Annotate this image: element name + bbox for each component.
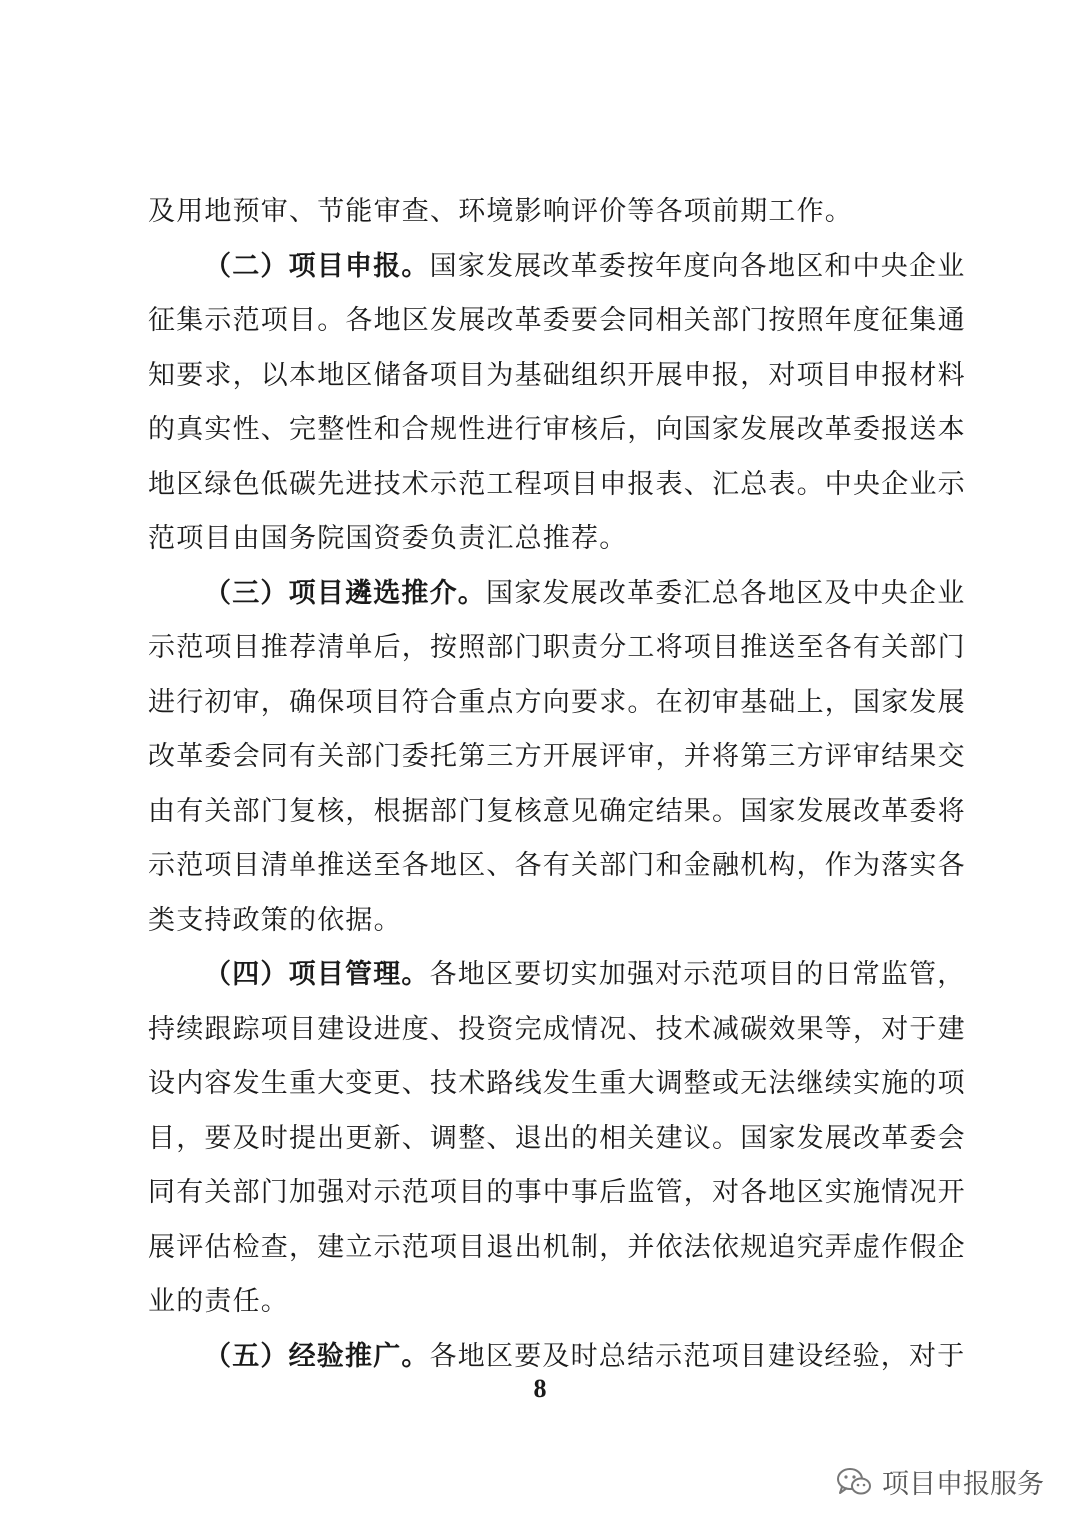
section-heading: （五）经验推广。 bbox=[204, 1340, 430, 1372]
text-line: 征集示范项目。各地区发展改革委要会同相关部门按照年度征集通 bbox=[148, 305, 966, 336]
text-line: 知要求，以本地区储备项目为基础组织开展申报，对项目申报材料 bbox=[148, 359, 966, 391]
paragraph-first-line bbox=[148, 567, 966, 622]
text-line: 示范项目清单推送至各地区、各有关部门和金融机构，作为落实各 bbox=[148, 850, 966, 881]
text-line: 类支持政策的依据。 bbox=[148, 904, 402, 936]
text-line: 由有关部门复核，根据部门复核意见确定结果。国家发展改革委将 bbox=[148, 795, 966, 827]
text-line: 目，要及时提出更新、调整、退出的相关建议。国家发展改革委会 bbox=[148, 1122, 966, 1154]
watermark bbox=[836, 1462, 1044, 1501]
text-run: 各地区要及时总结示范项目建设经验，对于 bbox=[429, 1340, 966, 1372]
section-heading: （四）项目管理。 bbox=[204, 959, 430, 990]
text-line: 持续跟踪项目建设进度、投资完成情况、技术减碳效果等，对于建 bbox=[148, 1013, 966, 1045]
text-line: 改革委会同有关部门委托第三方开展评审，并将第三方评审结果交 bbox=[148, 741, 966, 772]
text-line: 示范项目推荐清单后，按照部门职责分工将项目推送至各有关部门 bbox=[148, 632, 966, 663]
text-line: 及用地预审、节能审查、环境影响评价等各项前期工作。 bbox=[148, 196, 853, 227]
text-line: 范项目由国务院国资委负责汇总推荐。 bbox=[148, 523, 628, 554]
paragraph-first-line bbox=[148, 948, 966, 1003]
wechat-icon bbox=[836, 1467, 872, 1497]
page-number: 8 bbox=[533, 1374, 547, 1403]
text-line: 同有关部门加强对示范项目的事中事后监管，对各地区实施情况开 bbox=[148, 1177, 966, 1208]
section-heading: （二）项目申报。 bbox=[204, 250, 430, 282]
watermark-text: 项目申报服务 bbox=[882, 1469, 1044, 1500]
text-line: 业的责任。 bbox=[148, 1286, 289, 1317]
document-body bbox=[148, 185, 966, 1384]
text-run: 国家发展改革委按年度向各地区和中央企业 bbox=[429, 250, 966, 282]
text-line: 展评估检查，建立示范项目退出机制，并依法依规追究弄虚作假企 bbox=[148, 1231, 966, 1263]
text-run: 国家发展改革委汇总各地区及中央企业 bbox=[486, 577, 966, 609]
text-line: 进行初审，确保项目符合重点方向要求。在初审基础上，国家发展 bbox=[148, 686, 966, 718]
text-line: 地区绿色低碳先进技术示范工程项目申报表、汇总表。中央企业示 bbox=[148, 468, 966, 500]
text-line: 的真实性、完整性和合规性进行审核后，向国家发展改革委报送本 bbox=[148, 414, 966, 445]
paragraph-first-line bbox=[148, 240, 966, 295]
text-line: 设内容发生重大变更、技术路线发生重大调整或无法继续实施的项 bbox=[148, 1068, 966, 1099]
section-heading: （三）项目遴选推介。 bbox=[204, 577, 486, 609]
text-run: 各地区要切实加强对示范项目的日常监管， bbox=[429, 959, 966, 990]
